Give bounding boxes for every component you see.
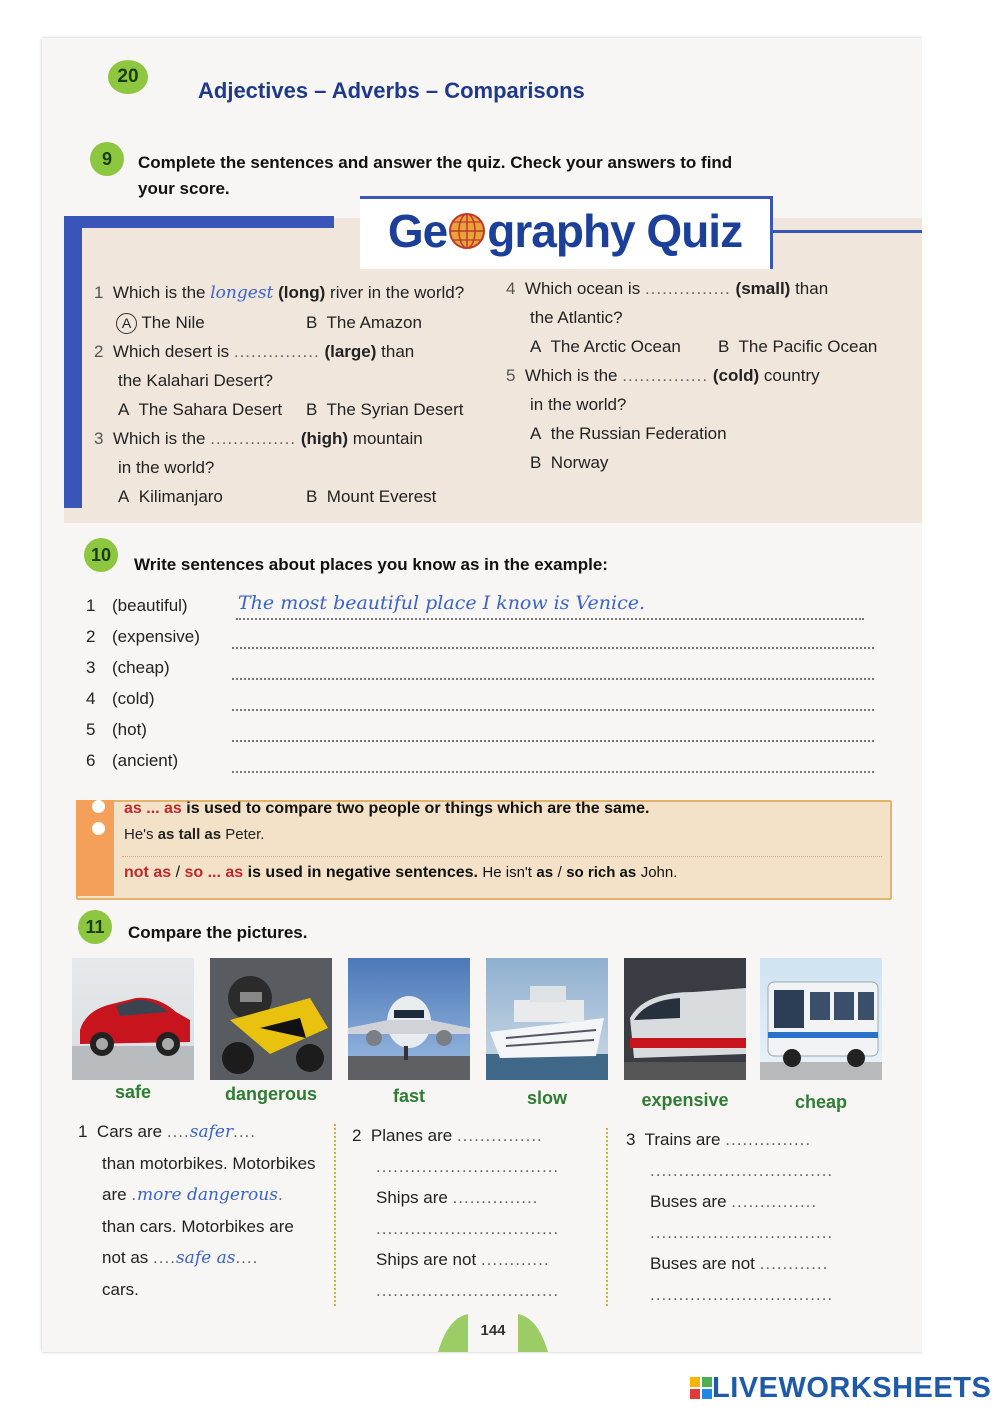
bullet-icon bbox=[92, 822, 105, 835]
exercise-10-blank-6[interactable] bbox=[232, 771, 874, 773]
unit-title: Adjectives – Adverbs – Comparisons bbox=[198, 78, 585, 103]
plane-image bbox=[348, 958, 470, 1080]
quiz-question-3: 3 Which is the ............... (high) mountain bbox=[94, 429, 423, 448]
quiz-options-5: A the Russian Federation B Norway bbox=[530, 424, 727, 472]
bus-image bbox=[760, 958, 882, 1080]
exercise-9-instruction-line2: your score. bbox=[138, 179, 230, 198]
bullet-icon bbox=[92, 800, 105, 813]
quiz-options-4: A The Arctic Ocean B The Pacific Ocean bbox=[530, 337, 878, 356]
option-5a[interactable]: A bbox=[530, 424, 542, 443]
column-divider bbox=[606, 1128, 608, 1306]
exercise-10-item-6: 6 (ancient) bbox=[86, 747, 886, 778]
quiz-options-1: A The Nile B The Amazon bbox=[94, 308, 494, 337]
exercise-10-instruction: Write sentences about places you know as in the example: bbox=[134, 555, 608, 574]
globe-icon bbox=[447, 211, 487, 251]
quiz-blank-3[interactable]: ............... bbox=[210, 429, 297, 448]
quiz-options-2: A The Sahara Desert B The Syrian Desert bbox=[118, 400, 464, 419]
exercise-10-answer-1[interactable]: The most beautiful place I know is Venice. bbox=[238, 592, 645, 614]
quiz-left-column: 1 Which is the longest (long) river in the world? A The Nile B The Amazon 2 Which desert is ............... (large) than the Kalahari Desert? A The Sahara Desert B The Syrian Desert 3 Which is the ............... (high) mountain in the world? A Kilimanjaro B Mount Everest bbox=[94, 278, 494, 511]
quiz-question-2: 2 Which desert is ............... (large) than bbox=[94, 342, 415, 361]
page-number-tab bbox=[438, 1312, 548, 1352]
exercise-9-instruction bbox=[138, 150, 898, 202]
picture-label-safe: safe bbox=[114, 1082, 152, 1102]
exercise-10-item-2: 2 (expensive) bbox=[86, 623, 886, 654]
exercise-10-item-5: 5 (hot) bbox=[86, 716, 886, 747]
picture-label-fast: fast bbox=[392, 1086, 425, 1106]
exercise-11-blank-3e[interactable]: ............ bbox=[759, 1254, 829, 1273]
quiz-title-post: graphy Quiz bbox=[487, 205, 743, 257]
quiz-title-pre: Ge bbox=[387, 205, 448, 257]
picture-label-dangerous: dangerous bbox=[224, 1084, 317, 1104]
exercise-10-blank-4[interactable] bbox=[232, 709, 874, 711]
quiz-options-3: A Kilimanjaro B Mount Everest bbox=[118, 487, 437, 506]
picture-label-slow: slow bbox=[526, 1088, 567, 1108]
ship-image bbox=[486, 958, 608, 1080]
exercise-10-item-1: 1 (beautiful) The most beautiful place I know is Venice. bbox=[86, 592, 886, 623]
exercise-9-badge: 9 bbox=[90, 142, 124, 176]
exercise-11-column-3: 3 Trains are ............... ................................ Buses are ............... ................................ Buses are not ............ ................................ bbox=[626, 1124, 886, 1310]
exercise-11-blank-2a[interactable]: ............... bbox=[456, 1126, 543, 1145]
motorbike-image bbox=[210, 958, 332, 1080]
column-divider bbox=[334, 1124, 336, 1306]
grammar-rule-1: as ... as is used to compare two people or things which are the same. bbox=[124, 800, 650, 817]
exercise-11-blank-3b[interactable]: ................................ bbox=[650, 1161, 834, 1180]
quiz-panel-top-border bbox=[64, 216, 334, 228]
exercise-11-badge: 11 bbox=[78, 910, 112, 944]
exercise-11-answer-3[interactable]: safe as bbox=[175, 1248, 236, 1268]
quiz-panel-border bbox=[64, 218, 82, 508]
option-2b[interactable]: B bbox=[306, 400, 318, 419]
grammar-divider bbox=[122, 856, 882, 857]
quiz-question-1: 1 Which is the longest (long) river in the world? bbox=[94, 283, 465, 303]
quiz-title bbox=[360, 196, 773, 269]
option-3a[interactable]: A bbox=[118, 487, 130, 506]
liveworksheets-logo: LIVEWORKSHEETS bbox=[690, 1372, 991, 1405]
unit-number-badge: 20 bbox=[108, 60, 148, 94]
grammar-rule-2: not as / so ... as is used in negative sentences. He isn't as / so rich as John. bbox=[124, 864, 678, 881]
logo-icon bbox=[690, 1377, 712, 1399]
option-1a-circled[interactable]: A bbox=[116, 313, 137, 334]
quiz-blank-2[interactable]: ............... bbox=[233, 342, 320, 361]
exercise-11-blank-3a[interactable]: ............... bbox=[725, 1130, 812, 1149]
grammar-example-1: He's as tall as Peter. bbox=[124, 826, 265, 843]
option-5b[interactable]: B bbox=[530, 453, 542, 472]
worksheet-page bbox=[42, 38, 922, 1352]
exercise-11-blank-2b[interactable]: ................................ bbox=[376, 1157, 560, 1176]
option-4b[interactable]: B bbox=[718, 337, 730, 356]
grammar-box-sidebar bbox=[76, 800, 114, 896]
exercise-11-blank-3c[interactable]: ............... bbox=[731, 1192, 818, 1211]
option-1b[interactable]: B bbox=[306, 313, 318, 332]
exercise-11-blank-2c[interactable]: ............... bbox=[452, 1188, 539, 1207]
car-image bbox=[72, 958, 194, 1080]
page-number: 144 bbox=[480, 1322, 506, 1339]
exercise-11-column-2: 2 Planes are ............... ................................ Ships are ............... ................................ Ships are not ............ ................................ bbox=[352, 1120, 608, 1306]
exercise-11-blank-2d[interactable]: ................................ bbox=[376, 1219, 560, 1238]
exercise-10-blank-5[interactable] bbox=[232, 740, 874, 742]
page-margin bbox=[922, 38, 1000, 1352]
exercise-10-item-4: 4 (cold) bbox=[86, 685, 886, 716]
option-3b[interactable]: B bbox=[306, 487, 318, 506]
quiz-blank-5[interactable]: ............... bbox=[622, 366, 709, 385]
picture-label-cheap: cheap bbox=[794, 1092, 848, 1112]
train-image bbox=[624, 958, 746, 1080]
picture-label-expensive: expensive bbox=[641, 1090, 729, 1110]
exercise-10-blank-2[interactable] bbox=[232, 647, 874, 649]
exercise-11-answer-2[interactable]: more dangerous bbox=[137, 1185, 278, 1205]
quiz-answer-1[interactable]: longest bbox=[210, 283, 274, 303]
quiz-question-5: 5 Which is the ............... (cold) country bbox=[506, 366, 820, 385]
option-2a[interactable]: A bbox=[118, 400, 130, 419]
exercise-11-blank-2f[interactable]: ................................ bbox=[376, 1281, 560, 1300]
quiz-blank-4[interactable]: ............... bbox=[644, 279, 731, 298]
exercise-11-answer-1[interactable]: safer bbox=[189, 1122, 234, 1142]
exercise-10-item-3: 3 (cheap) bbox=[86, 654, 886, 685]
exercise-9-instruction-line1: Complete the sentences and answer the quiz. Check your answers to find bbox=[138, 153, 733, 172]
exercise-11-blank-3f[interactable]: ................................ bbox=[650, 1285, 834, 1304]
quiz-question-4: 4 Which ocean is ............... (small) than bbox=[506, 279, 829, 298]
exercise-10-list bbox=[86, 592, 886, 778]
quiz-right-column: 4 Which ocean is ............... (small) than the Atlantic? A The Arctic Ocean B The Pacific Ocean 5 Which is the ............... (cold) country in the world? A the Russian Federation B Norway bbox=[506, 274, 906, 477]
exercise-10-badge: 10 bbox=[84, 538, 118, 572]
exercise-11-instruction: Compare the pictures. bbox=[128, 923, 308, 942]
option-4a[interactable]: A bbox=[530, 337, 542, 356]
exercise-11-blank-2e[interactable]: ............ bbox=[480, 1250, 550, 1269]
quiz-panel-right-line bbox=[772, 230, 922, 233]
exercise-11-column-1: 1 Cars are ....safer.... than motorbikes. Motorbikes are .more dangerous. than cars. Motorbikes are not as ....safe as.... cars. bbox=[78, 1122, 316, 1299]
exercise-10-blank-3[interactable] bbox=[232, 678, 874, 680]
exercise-11-blank-3d[interactable]: ................................ bbox=[650, 1223, 834, 1242]
